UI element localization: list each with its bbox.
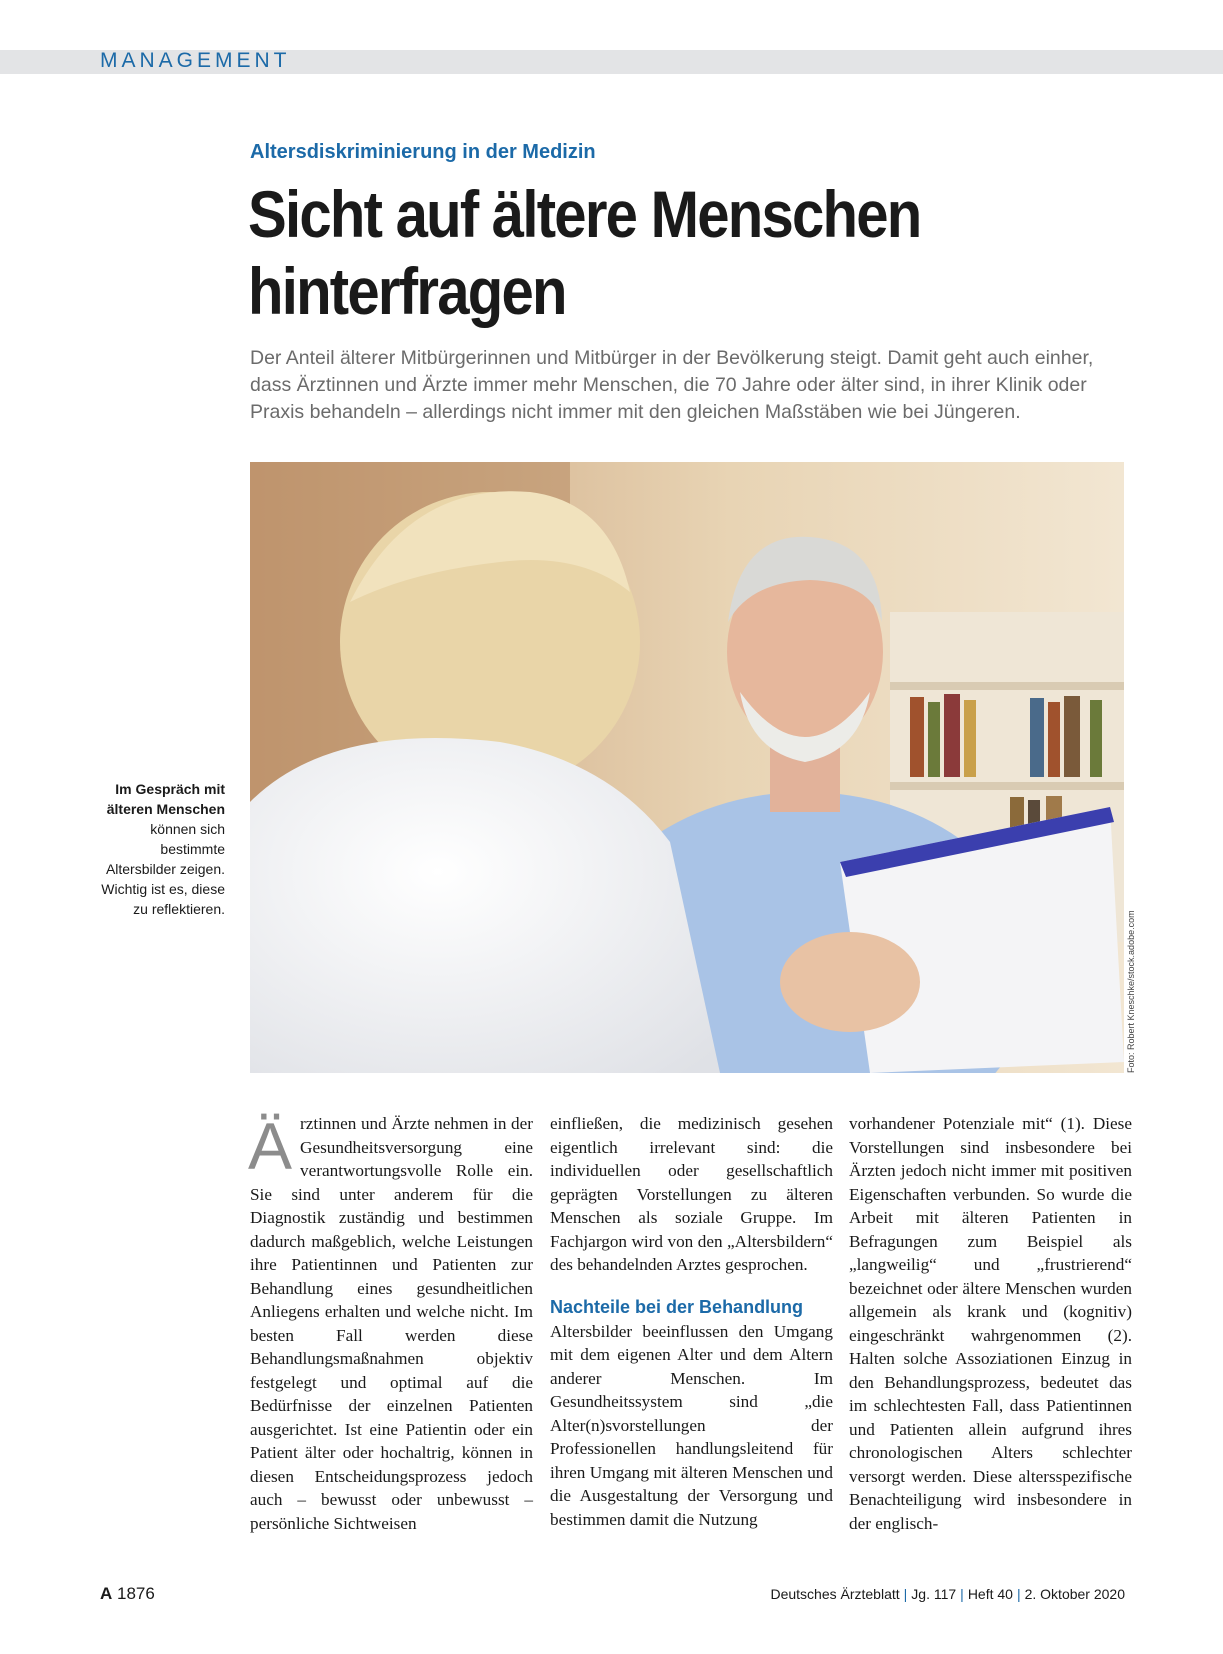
caption-bold: Im Gespräch mit älteren Menschen [106,781,225,817]
footer-separator: | [960,1586,964,1602]
section-label: MANAGEMENT [100,49,291,72]
article-photo [250,462,1124,1073]
journal-date: 2. Oktober 2020 [1024,1586,1125,1602]
journal-issue: Heft 40 [967,1586,1013,1602]
body-column-2 [550,1112,833,1531]
page-number [100,1584,155,1604]
photo-credit: Foto: Robert Kneschke/stock.adobe.com [1126,910,1136,1073]
photo-illustration [250,462,1124,1073]
journal-volume: Jg. 117 [911,1586,957,1602]
body-column-3 [849,1112,1132,1535]
footer-separator: | [1016,1586,1021,1602]
footer-meta [770,1586,1125,1602]
page-prefix: A [100,1584,113,1603]
body-column-1-text: rztinnen und Ärzte nehmen in der Gesundheitsversorgung eine verantwortungsvolle Rolle ein. Sie sind unter anderem für die Diagnostik zuständig und bestimmen dadurch maßgeblich, welche Leistungen ihre Patientinnen und Patienten zur Behandlung eines gesundheitlichen Anliegens erhalten und welche nicht. Im besten Fall werden diese Behandlungsmaßnahmen objektiv festgelegt und optimal auf die Bedürfnisse der einzelnen Patienten ausgerichtet. Ist eine Patientin oder ein Patient älter oder hochaltrig, können in diesen Entscheidungsprozess jedoch auch – bewusst oder unbewusst – persönliche Sichtweisen [250,1114,533,1533]
article-lead: Der Anteil älterer Mitbürgerinnen und Mitbürger in der Bevölkerung steigt. Damit geht auch einher, dass Ärztinnen und Ärzte immer mehr Menschen, die 70 Jahre oder älter sind, in ihrer Klinik oder Praxis behandeln – allerdings nicht immer mit den gleichen Maßstäben wie bei Jüngeren. [250,347,1094,423]
photo-caption [95,779,225,919]
dropcap: Ä [248,1109,293,1183]
body-column-2-text-b: Altersbilder beeinflussen den Umgang mit dem eigenen Alter und dem Altern anderer Menschen. Im Gesundheitssystem sind „die Alter(n)svorstellungen der Professionellen handlungsleitend für ihren Umgang mit älteren Menschen und die Ausgestaltung der Versorgung und bestimmen damit die Nutzung [550,1321,833,1529]
caption-text: können sich bestimmte Altersbilder zeigen. Wichtig ist es, diese zu reflektieren. [101,821,225,917]
body-column-1 [248,1109,533,1535]
article-headline: Sicht auf ältere Menschen hinterfragen [248,177,921,328]
body-column-3-text: vorhandener Potenziale mit“ (1). Diese Vorstellungen sind insbesondere bei Ärzten jedoch nicht immer mit positiven Eigenschaften verbunden. So wurde die Arbeit mit älteren Patienten in Befragungen zum Beispiel als „langweilig“ und „frustrierend“ bezeichnet oder ältere Menschen wurden allgemein als krank und (kognitiv) eingeschränkt wahrgenommen (2). Halten solche Assoziationen Einzug in den Behandlungsprozess, bedeutet das im schlechtesten Fall, dass Patientinnen und Patienten allein aufgrund ihres chronologischen Alters schlechter versorgt werden. Diese altersspezifische Benachteiligung wird insbesondere in der englisch- [849,1114,1132,1533]
page-number-value: 1876 [117,1584,155,1603]
body-column-2-text-a: einfließen, die medizinisch gesehen eigentlich irrelevant sind: die individuellen oder gesellschaftlich geprägten Vorstellungen zu älteren Menschen als soziale Gruppe. Im Fachjargon wird von den „Altersbildern“ des behandelnden Arztes gesprochen. [550,1114,833,1274]
journal-name: Deutsches Ärzteblatt [770,1586,900,1602]
footer-separator: | [903,1586,908,1602]
article-kicker: Altersdiskriminierung in der Medizin [250,141,596,163]
section-subhead: Nachteile bei der Behandlung [550,1296,804,1317]
